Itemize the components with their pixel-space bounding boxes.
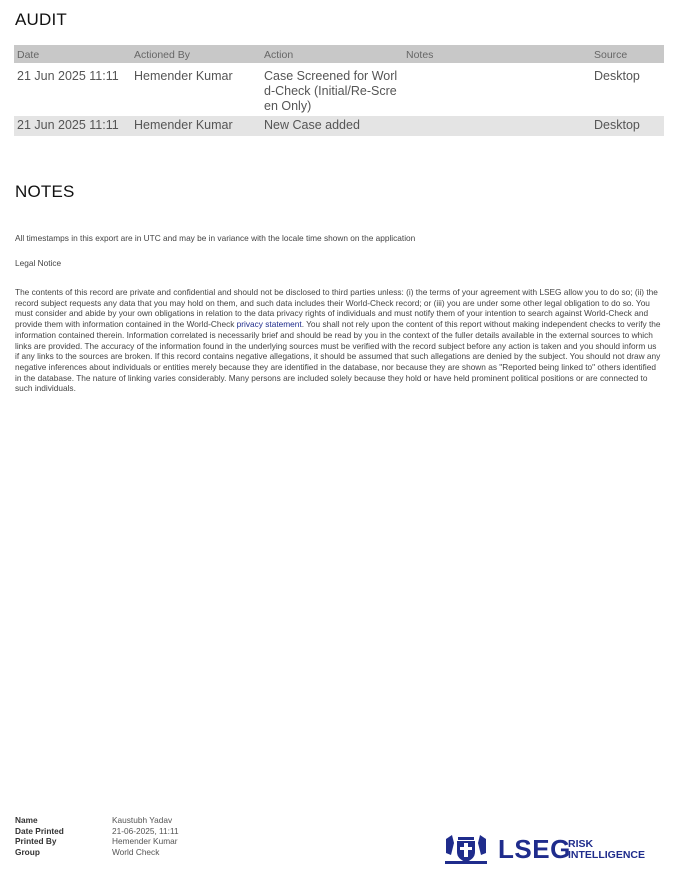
meta-row-name (15, 815, 179, 826)
meta-row-group (15, 847, 179, 858)
print-metadata (15, 815, 179, 857)
table-row (14, 116, 664, 136)
printed-by-value: Hemender Kumar (112, 836, 178, 846)
privacy-statement-link[interactable]: privacy statement (236, 319, 302, 330)
cell-source: Desktop (594, 69, 640, 83)
legal-notice-body (15, 287, 662, 394)
col-action: Action (261, 45, 403, 63)
printed-by-label: Printed By (15, 836, 57, 846)
cell-actioned-by: Hemender Kumar (134, 69, 233, 83)
legal-notice-heading: Legal Notice (15, 258, 62, 268)
cell-action: Case Screened for World-Check (Initial/Re-Screen Only) (264, 69, 398, 113)
col-source: Source (591, 45, 664, 63)
col-actioned-by: Actioned By (131, 45, 261, 63)
cell-notes (403, 63, 591, 116)
audit-header-row (14, 45, 664, 63)
audit-title: AUDIT (15, 10, 67, 29)
logo-subtitle (568, 839, 645, 861)
col-date: Date (14, 45, 131, 63)
date-printed-label: Date Printed (15, 825, 64, 836)
cell-source: Desktop (591, 116, 664, 136)
cell-notes (403, 116, 591, 136)
logo-wordmark: LSEG (498, 834, 571, 864)
meta-row-printed-by (15, 836, 179, 847)
table-row (14, 63, 664, 116)
cell-date: 21 Jun 2025 11:11 (17, 69, 119, 83)
name-value: Kaustubh Yadav (112, 815, 173, 825)
cell-action: New Case added (261, 116, 403, 136)
col-notes: Notes (403, 45, 591, 63)
lseg-logo (442, 833, 648, 867)
legal-text-part2: . You shall not rely upon the content of this report without making independent checks to verify the information contained therein. Information correlated is necessarily brief and should be read by you in the context of the fuller details available in the external sources to which links are provided. The accuracy of the information found in the underlying sources must be verified with the record subject before any action is taken and you should inform us if any links to the sources are broken. If this record contains negative allegations, it should be assumed that such allegations are denied by the subject. You should not draw any negative inferences about individuals or entities merely because they are identified in the database, nor because they are shown as "Reported being linked to" others identified in the database. The nature of linking varies considerably. Many persons are included solely because they hold or have held prominent political positions or are connected to such individuals. (15, 319, 661, 394)
group-label: Group (15, 846, 40, 857)
cell-date: 21 Jun 2025 11:11 (14, 116, 131, 136)
notes-title: NOTES (15, 182, 75, 201)
date-printed-value: 21-06-2025, 11:11 (112, 825, 179, 836)
legal-text-part1: The contents of this record are private and confidential and should not be disclosed to third parties unless: (i) the terms of your agreement with LSEG allow you to do so; (ii) the record subject requests any data that you may hold on them, and such data includes their World-Check record; or (iii) you are under some other legal obligation to do so. You must consider and abide by your own obligations in relation to the data privacy rights of individuals and must notify them of your intention to search against World-Check and provide them with information contained in the World-Check (15, 287, 658, 330)
meta-row-date (15, 826, 179, 837)
crest-icon (442, 833, 490, 867)
logo-subtitle-line1: RISK (568, 838, 594, 850)
logo-subtitle-line2: INTELLIGENCE (568, 849, 646, 861)
name-label: Name (15, 815, 38, 825)
group-value: World Check (112, 846, 160, 857)
audit-table (14, 45, 664, 136)
timestamp-note: All timestamps in this export are in UTC and may be in variance with the locale time shown on the application (15, 233, 416, 243)
cell-actioned-by: Hemender Kumar (131, 116, 261, 136)
